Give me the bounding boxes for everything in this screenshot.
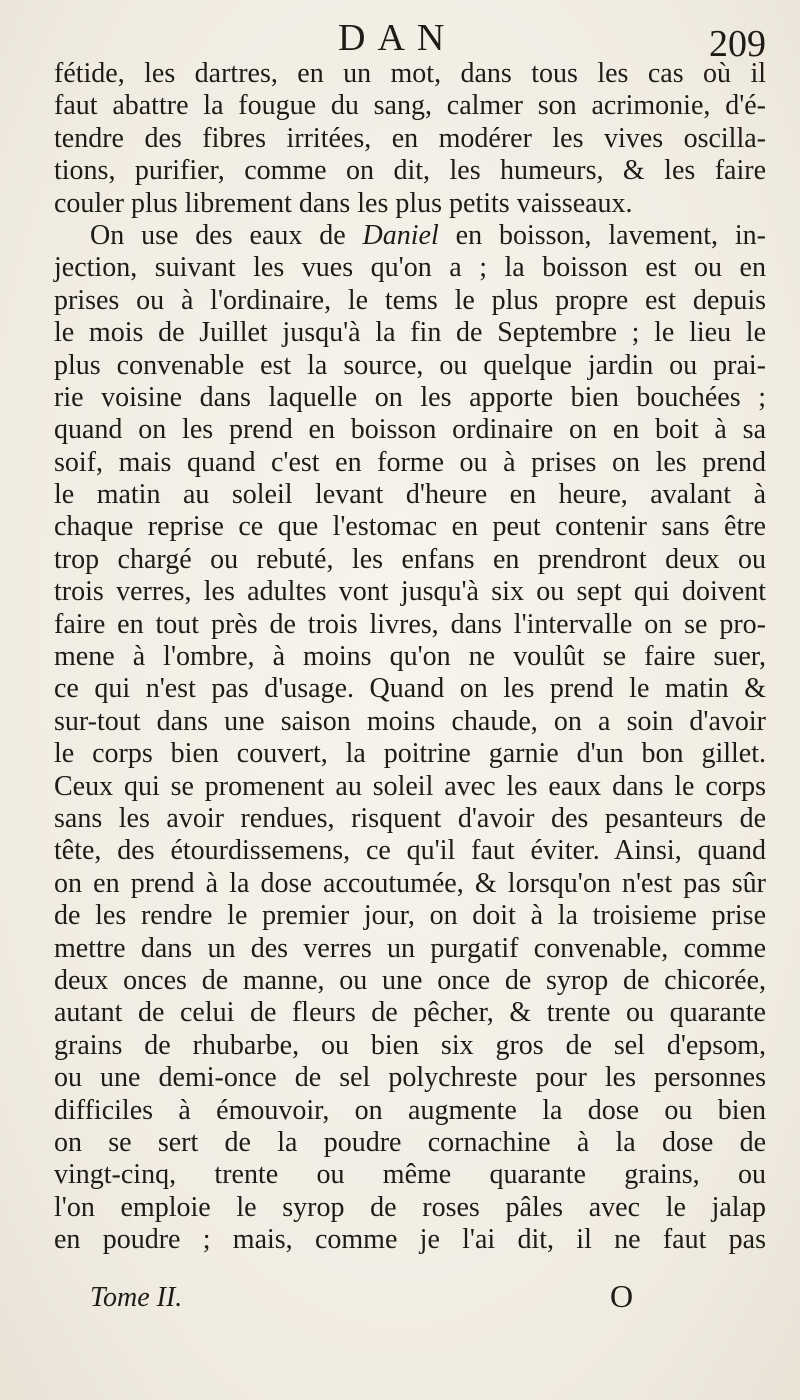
- text-line: tions, purifier, comme on dit, les humeurs, & les faire: [54, 155, 766, 187]
- text-line: sans les avoir rendues, risquent d'avoir des pesanteurs de: [54, 802, 766, 834]
- page-number: 209: [709, 23, 766, 65]
- text-line: l'on emploie le syrop de roses pâles avec le jalap: [54, 1191, 766, 1223]
- text-line: trop chargé ou rebuté, les enfans en prendront deux ou: [54, 543, 766, 575]
- text-line: Ceux qui se promenent au soleil avec les eaux dans le corps: [54, 770, 766, 802]
- text-line: mettre dans un des verres un purgatif convenable, comme: [54, 932, 766, 964]
- text-line: soif, mais quand c'est en forme ou à prises on les prend: [54, 446, 766, 478]
- body-text: [54, 58, 766, 1256]
- text-line: sur-tout dans une saison moins chaude, on a soin d'avoir: [54, 705, 766, 737]
- text-line: rie voisine dans laquelle on les apporte bien bouchées ;: [54, 381, 766, 413]
- text-line: en poudre ; mais, comme je l'ai dit, il ne faut pas: [54, 1224, 766, 1256]
- text-line: jection, suivant les vues qu'on a ; la boisson est ou en: [54, 252, 766, 284]
- text-line: tendre des fibres irritées, en modérer les vives oscilla-: [54, 122, 766, 154]
- text-line: difficiles à émouvoir, on augmente la dose ou bien: [54, 1094, 766, 1126]
- page-footer: [0, 1274, 800, 1324]
- text-line: plus convenable est la source, ou quelque jardin ou prai-: [54, 349, 766, 381]
- text-line: trois verres, les adultes vont jusqu'à six ou sept qui doivent: [54, 576, 766, 608]
- text-line: on se sert de la poudre cornachine à la dose de: [54, 1126, 766, 1158]
- text-line: tête, des étourdissemens, ce qu'il faut éviter. Ainsi, quand: [54, 835, 766, 867]
- running-head: DAN: [338, 17, 457, 59]
- text-line: vingt-cinq, trente ou même quarante grains, ou: [54, 1159, 766, 1191]
- text-line: faire en tout près de trois livres, dans l'intervalle on se pro-: [54, 608, 766, 640]
- text-line: le mois de Juillet jusqu'à la fin de Septembre ; le lieu le: [54, 317, 766, 349]
- text-line-paragraph-start: [54, 220, 766, 252]
- text-line: fétide, les dartres, en un mot, dans tous les cas où il: [54, 58, 766, 89]
- text-line: prises ou à l'ordinaire, le tems le plus propre est depuis: [54, 284, 766, 316]
- signature-mark: O: [610, 1278, 634, 1314]
- text-line: autant de celui de fleurs de pêcher, & trente ou quarante: [54, 997, 766, 1029]
- italic-name-daniel: Daniel: [362, 219, 439, 251]
- text-line: deux onces de manne, ou une once de syrop de chicorée,: [54, 964, 766, 996]
- text-line: grains de rhubarbe, ou bien six gros de sel d'epsom,: [54, 1029, 766, 1061]
- page-header: [0, 14, 800, 64]
- text-line: on en prend à la dose accoutumée, & lorsqu'on n'est pas sûr: [54, 867, 766, 899]
- text-line: faut abattre la fougue du sang, calmer son acrimonie, d'é-: [54, 90, 766, 122]
- volume-label: Tome II.: [90, 1282, 183, 1313]
- text-line: de les rendre le premier jour, on doit à la troisieme prise: [54, 900, 766, 932]
- text-segment: On use des eaux de: [90, 219, 363, 251]
- text-line: le matin au soleil levant d'heure en heure, avalant à: [54, 479, 766, 511]
- text-line: ou une demi-once de sel polychreste pour les personnes: [54, 1062, 766, 1094]
- text-line: mene à l'ombre, à moins qu'on ne voulût se faire suer,: [54, 641, 766, 673]
- text-line: ce qui n'est pas d'usage. Quand on les prend le matin &: [54, 673, 766, 705]
- text-line: couler plus librement dans les plus petits vaisseaux.: [54, 187, 633, 219]
- text-line: quand on les prend en boisson ordinaire on en boit à sa: [54, 414, 766, 446]
- text-line: le corps bien couvert, la poitrine garnie d'un bon gillet.: [54, 738, 766, 770]
- text-line: chaque reprise ce que l'estomac en peut contenir sans être: [54, 511, 766, 543]
- text-segment: en boisson, lavement, in-: [438, 219, 766, 251]
